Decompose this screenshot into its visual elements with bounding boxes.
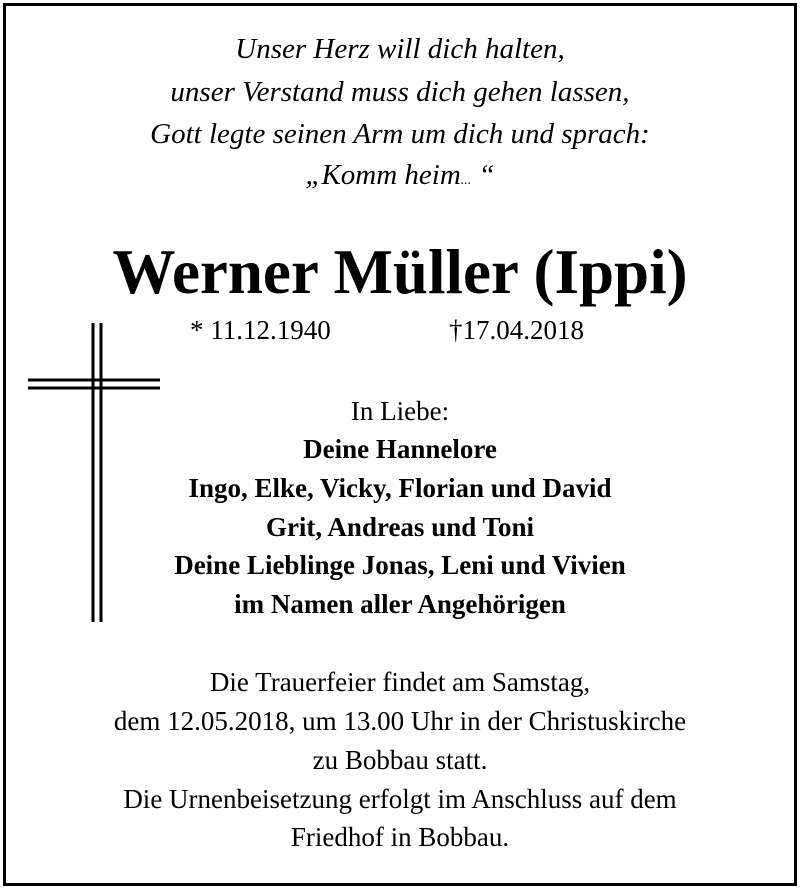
verse-ellipsis: ... — [460, 173, 472, 188]
verse-quote-close: “ — [471, 159, 495, 191]
mourner-line: Ingo, Elke, Vicky, Florian und David — [188, 473, 612, 503]
dagger-icon: † — [449, 315, 463, 345]
mourners-intro: In Liebe: — [350, 396, 450, 426]
verse-line-3: Gott legte seinen Arm um dich und sprach: — [150, 118, 650, 150]
service-line: Die Trauerfeier findet am Samstag, — [209, 667, 591, 697]
service-line: dem 12.05.2018, um 13.00 Uhr in der Christuskirche — [113, 706, 687, 736]
deceased-name: Werner Müller (Ippi) — [112, 237, 688, 307]
service-line: Friedhof in Bobbau. — [290, 822, 510, 852]
mourner-line: Deine Hannelore — [303, 434, 497, 464]
verse-line-2: unser Verstand muss dich gehen lassen, — [170, 76, 630, 108]
service-line: zu Bobbau statt. — [312, 745, 488, 775]
verse-line-1: Unser Herz will dich halten, — [235, 33, 565, 65]
death-date — [449, 315, 584, 346]
mourner-line: Grit, Andreas und Toni — [265, 512, 535, 542]
death-date-value: 17.04.2018 — [462, 315, 584, 345]
mourner-line: Deine Lieblinge Jonas, Leni und Vivien — [174, 550, 626, 580]
birth-date: * 11.12.1940 — [190, 315, 331, 345]
mourner-line: im Namen aller Angehörigen — [234, 589, 566, 619]
service-line: Die Urnenbeisetzung erfolgt im Anschluss auf dem — [123, 784, 677, 814]
verse-line-4 — [0, 159, 800, 192]
verse-quote-text: „Komm heim — [305, 159, 461, 191]
